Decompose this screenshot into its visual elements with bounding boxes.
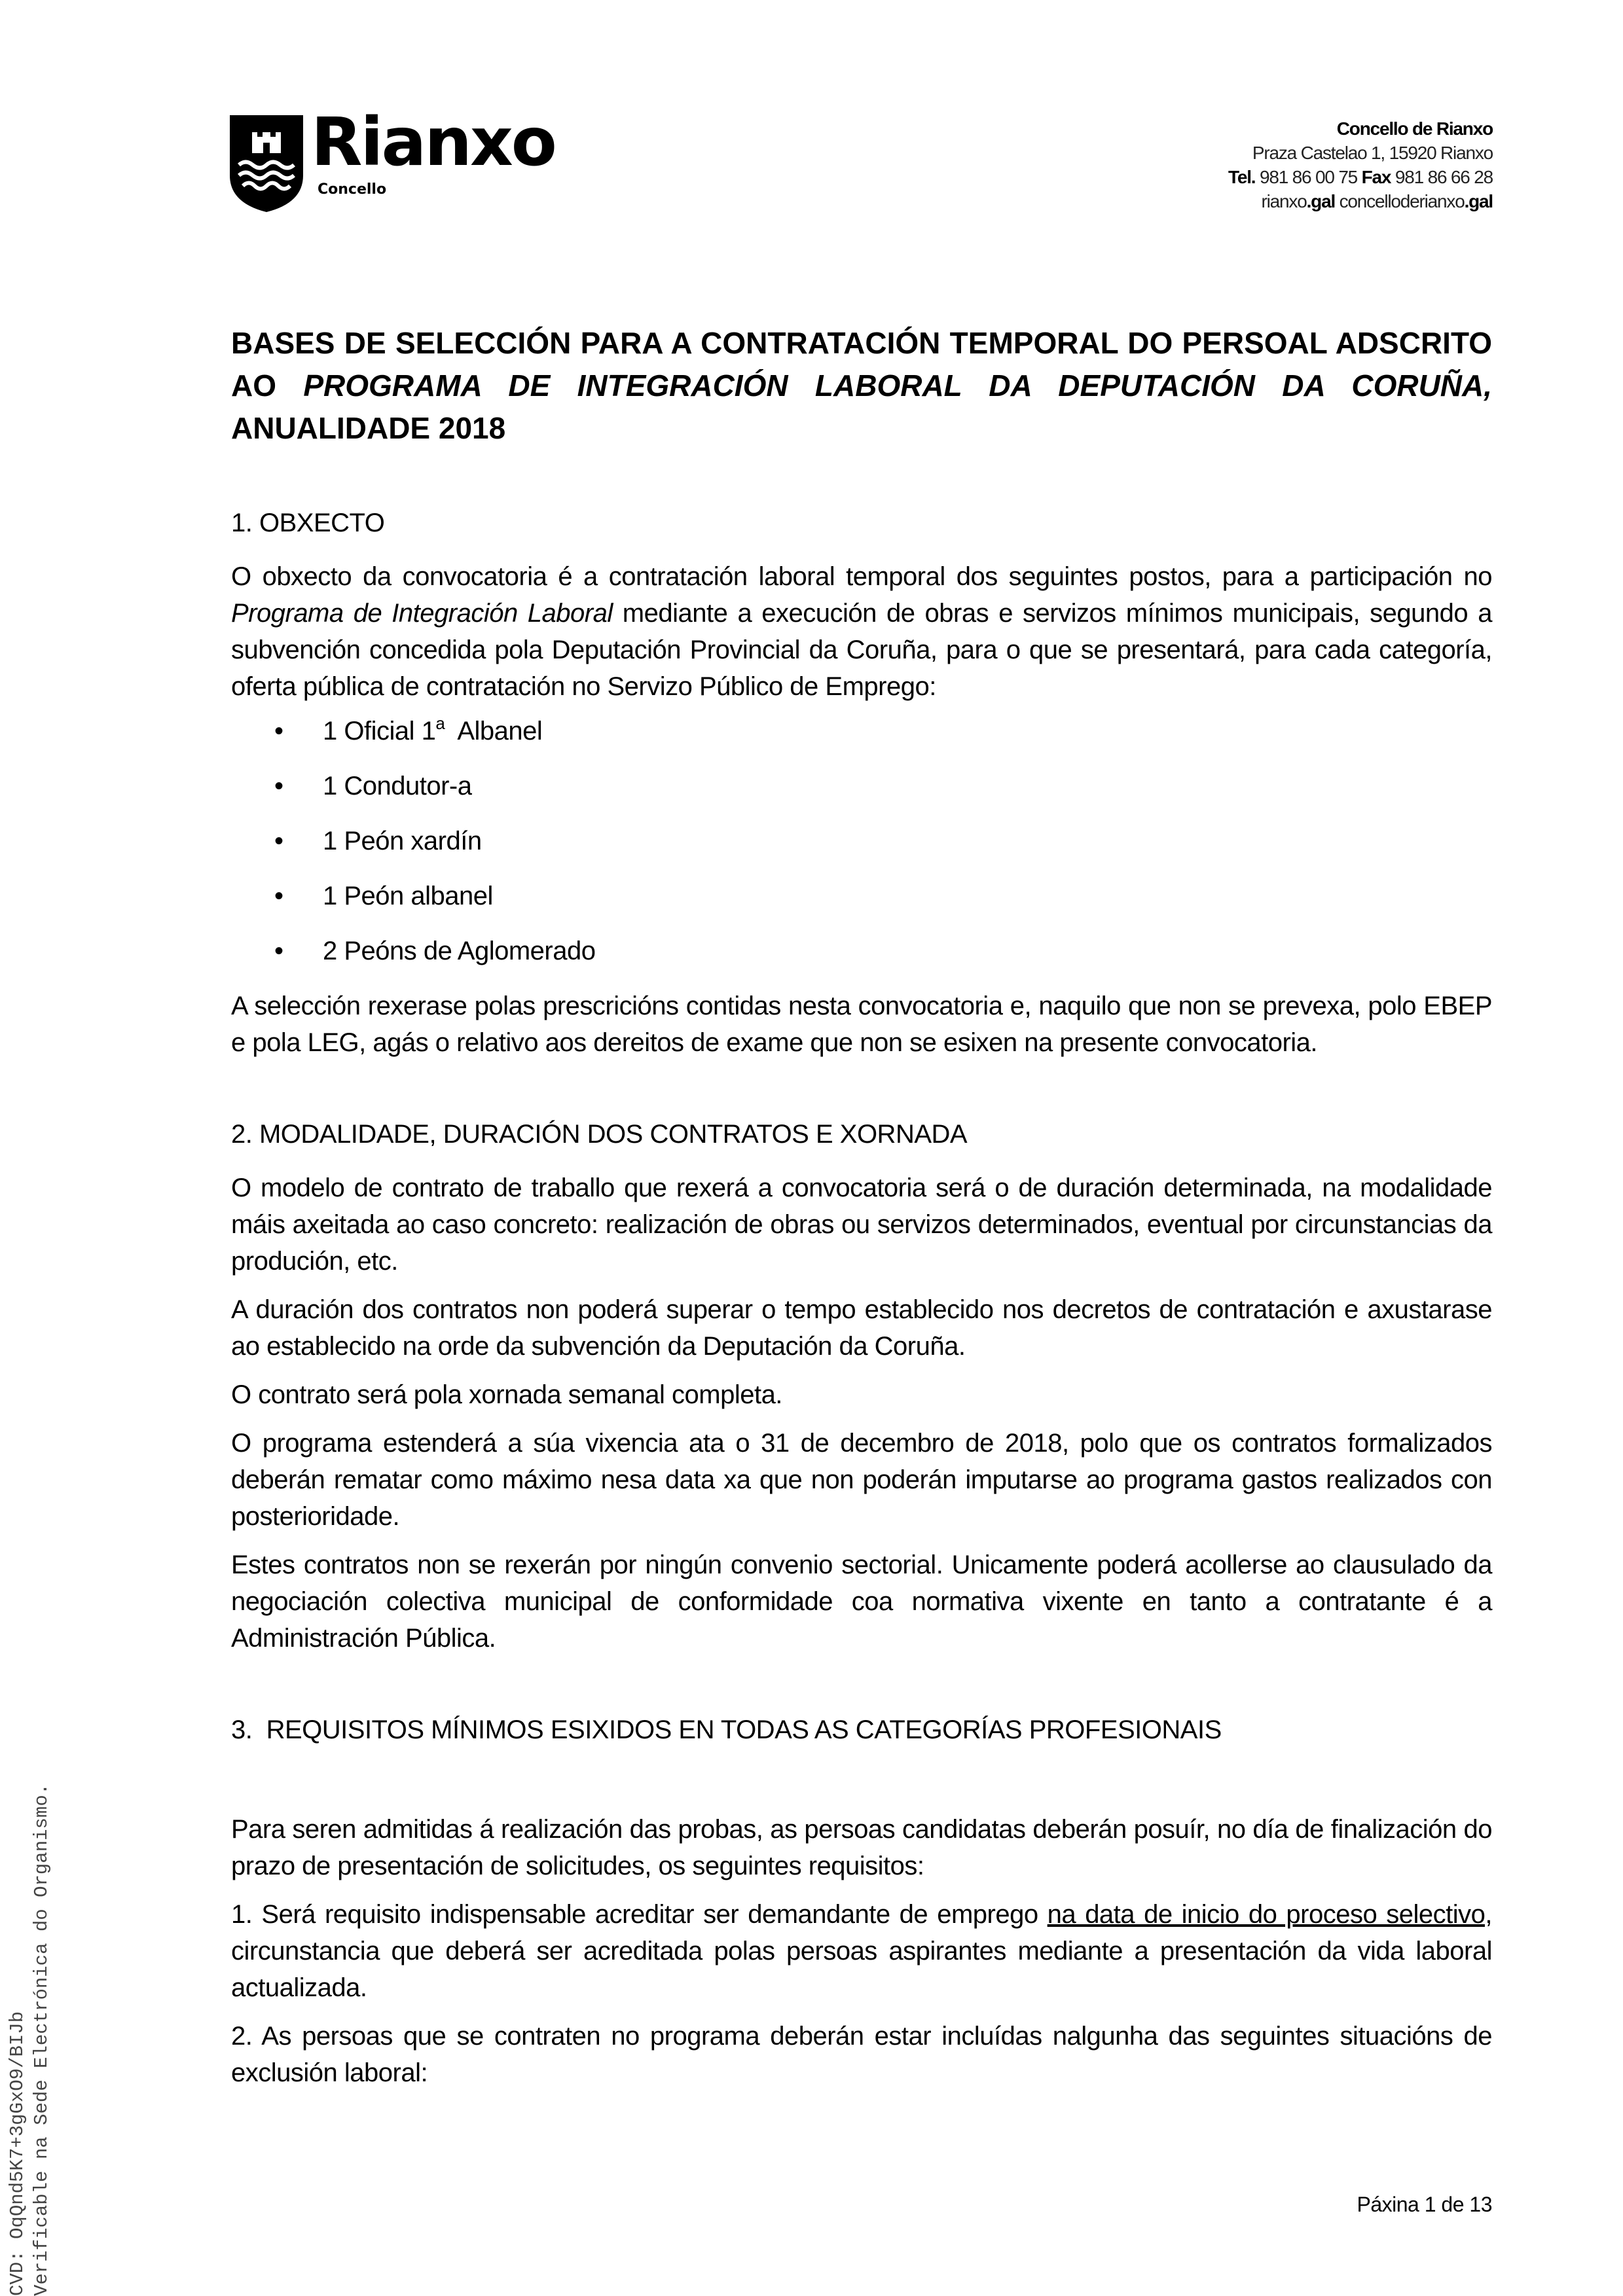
list-item: [231, 878, 1492, 914]
title-italic: PROGRAMA DE INTEGRACIÓN LABORAL DA DEPUTACIÓN DA CORUÑA,: [303, 368, 1493, 403]
req1-underline: na data de inicio do proceso selectivo,: [1047, 1900, 1493, 1929]
document-body: [231, 322, 1492, 2091]
section-2-heading: 2. MODALIDADE, DURACIÓN DOS CONTRATOS E XORNADA: [231, 1120, 968, 1149]
list-item: [231, 933, 1492, 969]
tel-number: 981 86 00 75: [1259, 167, 1358, 187]
bullet-icon: •: [274, 827, 283, 855]
section-3-heading: 3. REQUISITOS MÍNIMOS ESIXIDOS EN TODAS AS CATEGORÍAS PROFESIONAIS: [231, 1715, 1222, 1744]
section-2-paragraph-4: O programa estenderá a súa vixencia ata o 31 de decembro de 2018, polo que os contratos formalizados deberán rematar como máximo nesa data xa que non poderán imputarse ao programa gastos realizados con posterioridade.: [231, 1429, 1492, 1531]
web1-base: rianxo: [1261, 191, 1307, 211]
logo-name: Rianxo: [311, 103, 555, 181]
section-1-paragraph-2: A selección rexerase polas prescricións contidas nesta convocatoria e, naquilo que non se prevexa, polo EBEP e pola LEG, agás o relativo aos dereitos de exame que non se esixen na presente convocatoria.: [231, 992, 1492, 1057]
title-part2: ANUALIDADE 2018: [231, 411, 506, 445]
section-2-paragraph-3: O contrato será pola xornada semanal completa.: [231, 1380, 782, 1409]
web-link-rianxo[interactable]: [1262, 191, 1336, 211]
list-item: [231, 768, 1492, 804]
page-number: Páxina 1 de 13: [1357, 2193, 1492, 2216]
item1-sup: a: [435, 713, 445, 733]
item3-text: 1 Peón xardín: [323, 827, 482, 855]
section-2-paragraph-5: Estes contratos non se rexerán por ningún convenio sectorial. Unicamente poderá acollerse ao clausulado da negociación colectiva municipal de conformidade coa normativa vixente en tanto a contratante é a Administración Pública.: [231, 1551, 1492, 1653]
positions-list: [231, 713, 1492, 969]
list-item: [231, 713, 1492, 749]
shield-castle-waves-icon: [230, 115, 303, 212]
item2-text: 1 Condutor-a: [323, 772, 472, 800]
s1p1-italic: Programa de Integración Laboral: [231, 599, 613, 628]
web1-tld: .gal: [1306, 191, 1336, 211]
office-address: Praza Castelao 1, 15920 Rianxo: [1252, 143, 1493, 163]
section-3-intro: Para seren admitidas á realización das probas, as persoas candidatas deberán posuír, no día de finalización do prazo de presentación de solicitudes, os seguintes requisitos:: [231, 1815, 1492, 1880]
verification-code: [5, 1784, 54, 2296]
list-item: [231, 823, 1492, 859]
office-name: Concello de Rianxo: [1336, 118, 1493, 139]
phone-line: [1228, 165, 1493, 189]
web-line: [1228, 189, 1493, 213]
rianxo-logo: [230, 103, 570, 213]
section-1-heading: 1. OBXECTO: [231, 509, 385, 537]
item5-text: 2 Peóns de Aglomerado: [323, 937, 596, 965]
section-2-paragraph-2: A duración dos contratos non poderá superar o tempo establecido nos decretos de contratación e axustarase ao establecido na orde da subvención da Deputación da Coruña.: [231, 1295, 1492, 1361]
contact-block: [1228, 117, 1493, 213]
bullet-icon: •: [274, 937, 283, 965]
web-link-concello[interactable]: [1340, 191, 1493, 211]
fax-label: Fax: [1361, 167, 1391, 187]
bullet-icon: •: [274, 717, 283, 745]
fax-number: 981 86 66 28: [1395, 167, 1493, 187]
requirement-1: [231, 1896, 1492, 2006]
web2-tld: .gal: [1464, 191, 1493, 211]
verification-note-line: Verificable na Sede Electrónica do Organismo.: [31, 1783, 52, 2296]
s1p1-a: O obxecto da convocatoria é a contratación laboral temporal dos seguintes postos, para a participación no: [231, 562, 1492, 591]
bullet-icon: •: [274, 772, 283, 800]
title-part1: BASES DE SELECCIÓN PARA A CONTRATACIÓN TEMPORAL DO PERSOAL ADSCRITO AO: [231, 326, 1492, 403]
item1-b: Albanel: [445, 717, 543, 745]
verification-code-line: CVD: OqQnd5K7+3gGxO9/BIJb: [7, 2011, 28, 2296]
tel-label: Tel.: [1228, 167, 1256, 187]
bullet-icon: •: [274, 882, 283, 910]
s1p1-b: mediante a execución de obras e servizos mínimos municipais, segundo a subvención concedida pola Deputación Provincial da Coruña, para o que se presentará, para cada categoría, oferta pública de contratación no Servizo Público de Emprego:: [231, 599, 1492, 701]
item1-a: 1 Oficial 1: [323, 717, 436, 745]
req1-b: circunstancia que deberá ser acreditada polas persoas aspirantes mediante a presentación da vida laboral actualizada.: [231, 1937, 1492, 2002]
logo-subtitle: Concello: [318, 181, 387, 198]
section-2-paragraph-1: O modelo de contrato de traballo que rexerá a convocatoria será o de duración determinada, na modalidade máis axeitada ao caso concreto: realización de obras ou servizos determinados, eventual por circunstancias da produción, etc.: [231, 1174, 1492, 1276]
section-1-paragraph-1: [231, 558, 1492, 705]
item4-text: 1 Peón albanel: [323, 882, 493, 910]
req1-a: 1. Será requisito indispensable acreditar ser demandante de emprego: [231, 1900, 1048, 1929]
document-title: [231, 322, 1492, 450]
web2-base: concelloderianxo: [1339, 191, 1465, 211]
requirement-2: 2. As persoas que se contraten no programa deberán estar incluídas nalgunha das seguintes situacións de exclusión laboral:: [231, 2022, 1492, 2087]
